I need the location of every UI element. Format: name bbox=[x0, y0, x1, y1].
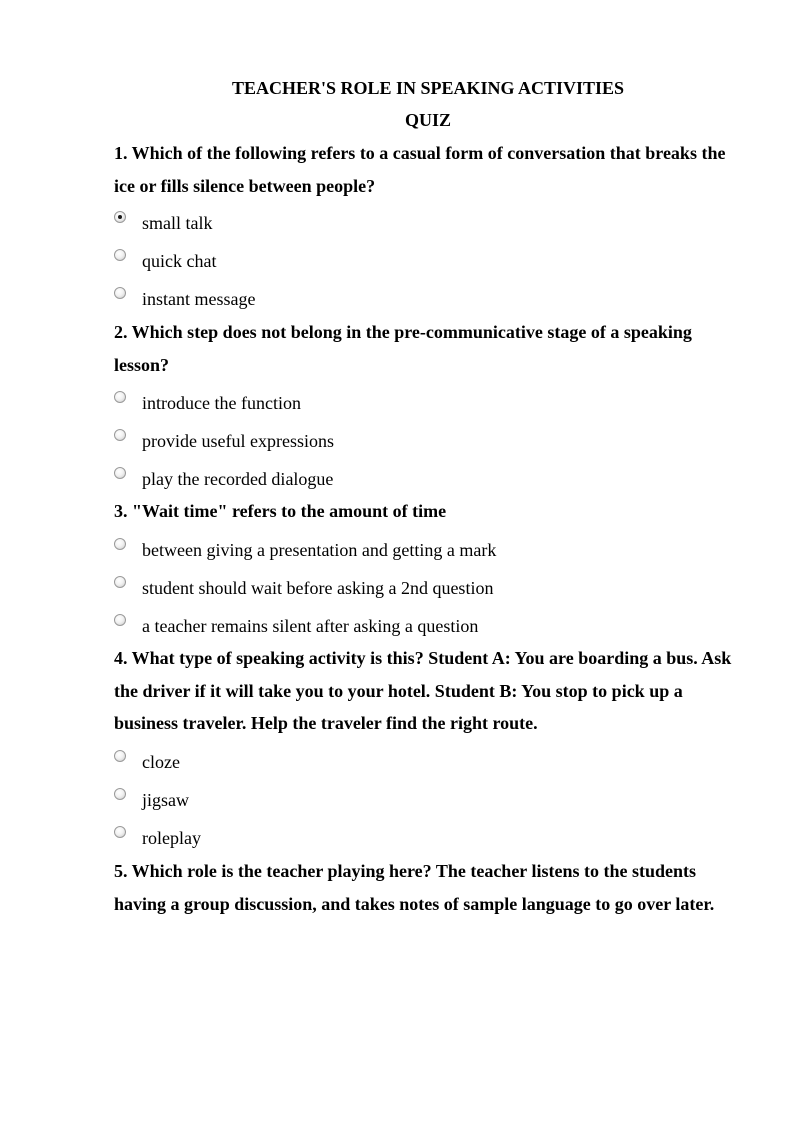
option-label: provide useful expressions bbox=[142, 431, 334, 451]
question-4: 4. What type of speaking activity is this? Student A: You are boarding a bus. Ask the driver if it will take you to your hotel. Student B: You stop to pick up a business traveler. Help the traveler find the right route. bbox=[114, 648, 732, 734]
option-label: introduce the function bbox=[142, 393, 301, 413]
radio-icon[interactable] bbox=[114, 538, 126, 550]
radio-icon[interactable] bbox=[114, 467, 126, 479]
option-label: a teacher remains silent after asking a question bbox=[142, 616, 479, 636]
question-5: 5. Which role is the teacher playing here? The teacher listens to the students having a group discussion, and takes notes of sample language to go over later. bbox=[114, 861, 715, 914]
radio-icon[interactable] bbox=[114, 750, 126, 762]
radio-icon[interactable] bbox=[114, 429, 126, 441]
radio-icon[interactable] bbox=[114, 249, 126, 261]
page-title: TEACHER'S ROLE IN SPEAKING ACTIVITIES bbox=[231, 78, 625, 98]
option-label: instant message bbox=[142, 289, 256, 309]
radio-icon[interactable] bbox=[114, 826, 126, 838]
option-label: quick chat bbox=[142, 251, 217, 271]
option-label: cloze bbox=[142, 752, 180, 772]
radio-icon[interactable] bbox=[114, 788, 126, 800]
radio-icon[interactable] bbox=[114, 287, 126, 299]
radio-icon[interactable] bbox=[114, 576, 126, 588]
question-1: 1. Which of the following refers to a casual form of conversation that breaks the ice or fills silence between people? bbox=[114, 143, 726, 196]
radio-selected-icon[interactable] bbox=[114, 211, 126, 223]
radio-icon[interactable] bbox=[114, 614, 126, 626]
option-label: jigsaw bbox=[142, 790, 189, 810]
option-label: play the recorded dialogue bbox=[142, 469, 334, 489]
page-subtitle: QUIZ bbox=[404, 110, 451, 130]
question-3: 3. "Wait time" refers to the amount of time bbox=[114, 501, 447, 521]
radio-icon[interactable] bbox=[114, 391, 126, 403]
option-label: between giving a presentation and getting a mark bbox=[142, 540, 497, 560]
option-label: roleplay bbox=[142, 828, 201, 848]
question-2: 2. Which step does not belong in the pre-communicative stage of a speaking lesson? bbox=[114, 322, 692, 375]
option-label: student should wait before asking a 2nd question bbox=[142, 578, 494, 598]
option-label: small talk bbox=[142, 213, 213, 233]
